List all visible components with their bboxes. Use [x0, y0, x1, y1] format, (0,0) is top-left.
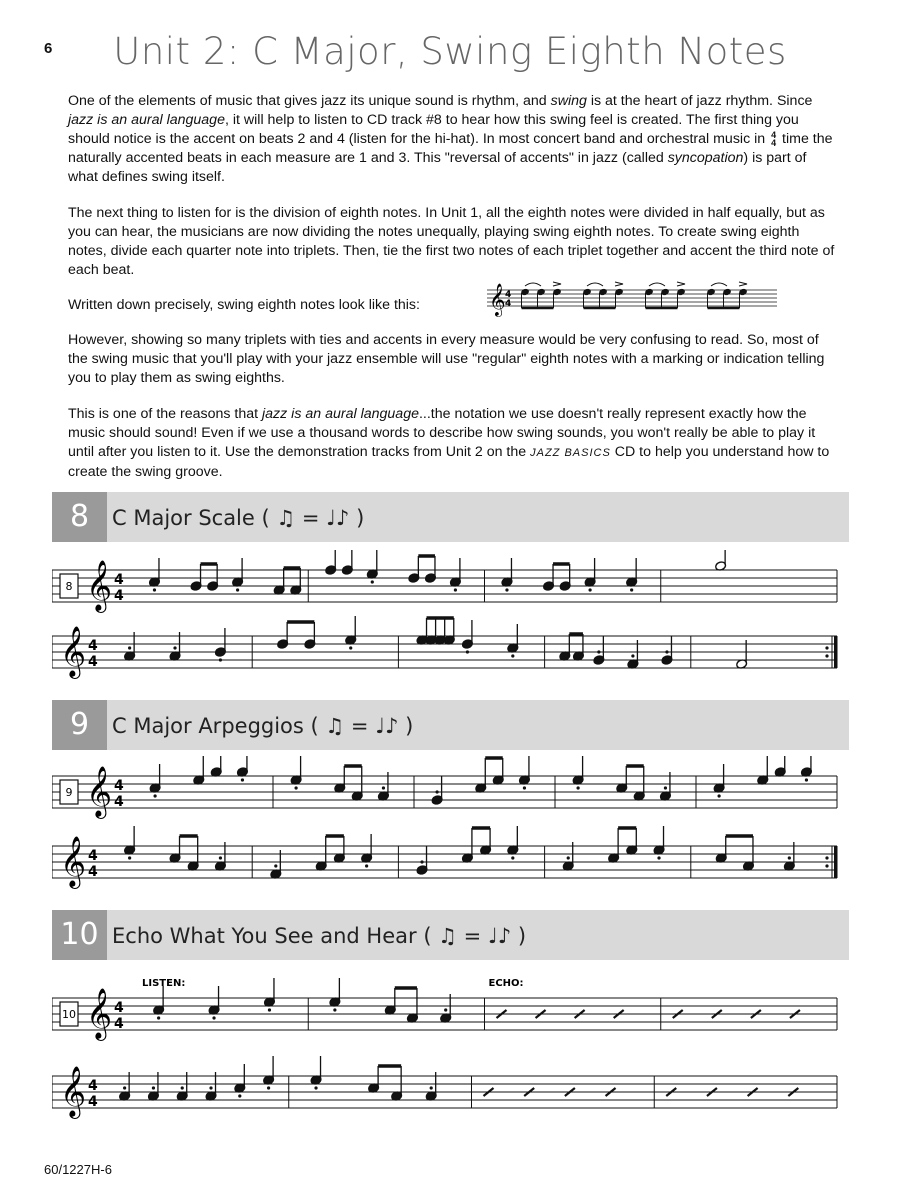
time-signature-top: 4 — [114, 572, 124, 588]
staccato-dot — [238, 1094, 241, 1097]
staccato-dot — [212, 1016, 215, 1019]
text-run: ) is part of what defines swing itself. — [68, 150, 807, 185]
time-signature-bottom: 4 — [88, 654, 98, 670]
exercise-title — [112, 924, 526, 948]
staccato-dot — [657, 856, 660, 859]
staccato-dot — [718, 794, 721, 797]
time-signature-bottom: 4 — [114, 1016, 124, 1032]
staccato-dot — [314, 1086, 317, 1089]
exercise-number: 10 — [52, 910, 107, 960]
text-run: time the naturally accented beats in each measure are 1 and 3. This "reversal of accents" in jazz (called — [68, 131, 833, 166]
staccato-dot — [630, 588, 633, 591]
treble-clef-icon: 𝄞 — [86, 766, 113, 817]
exercise-title-text: C Major Arpeggios — [112, 714, 304, 738]
text-run: is at the heart of jazz rhythm. Since — [586, 93, 813, 109]
text-run-logo: JAZZ BASICS — [530, 447, 611, 459]
treble-clef-icon: 𝄞 — [86, 988, 113, 1039]
exercise-8-staff-2 — [52, 616, 849, 686]
exercise-9-staff-1 — [52, 756, 849, 826]
staccato-dot — [436, 790, 439, 793]
staccato-dot — [209, 1086, 212, 1089]
staccato-dot — [466, 650, 469, 653]
tie — [649, 283, 665, 286]
staccato-dot — [382, 786, 385, 789]
measure — [149, 756, 248, 798]
time-signature-bottom: 4 — [88, 1094, 98, 1110]
measure — [713, 756, 812, 798]
staccato-dot — [511, 654, 514, 657]
measure — [148, 558, 301, 595]
intro-text — [68, 92, 840, 297]
time-signature-bottom: 4 — [114, 794, 124, 810]
page-title: Unit 2: C Major, Swing Eighth Notes — [113, 30, 787, 73]
staccato-dot — [505, 588, 508, 591]
repeat-dot — [825, 646, 828, 649]
accent-mark — [739, 282, 747, 286]
staccato-dot — [371, 580, 374, 583]
intro-text-2 — [68, 331, 840, 499]
text-run-italic: swing — [550, 93, 587, 109]
staccato-dot — [588, 588, 591, 591]
exercise-9-staff-2 — [52, 826, 849, 896]
exercise-label: 8 — [65, 580, 73, 593]
staccato-dot — [454, 588, 457, 591]
footer-code: 60/1227H-6 — [44, 1162, 112, 1177]
measure — [715, 550, 727, 571]
measure — [329, 978, 452, 1023]
exercise-label: 9 — [65, 786, 73, 799]
staccato-dot — [430, 1086, 433, 1089]
staccato-dot — [241, 778, 244, 781]
staccato-dot — [154, 794, 157, 797]
text-run: This is one of the reasons that — [68, 406, 263, 422]
page-number: 6 — [44, 40, 53, 57]
staccato-dot — [511, 856, 514, 859]
staccato-dot — [153, 588, 156, 591]
treble-clef-icon: 𝄞 — [60, 626, 87, 677]
text-run-italic: jazz is an aural language — [68, 112, 225, 128]
measure — [270, 834, 373, 879]
staccato-dot — [444, 1008, 447, 1011]
staccato-dot — [788, 856, 791, 859]
exercise-10-staff-2 — [52, 1056, 849, 1126]
time-signature-top: 4 — [114, 778, 124, 794]
staccato-dot — [420, 860, 423, 863]
time-signature-bottom: 4 — [114, 588, 124, 604]
exercise-title-text: Echo What You See and Hear — [112, 924, 417, 948]
treble-clef-icon: 𝄞 — [60, 836, 87, 887]
measure — [310, 1056, 437, 1101]
staccato-dot — [597, 650, 600, 653]
listen-label: LISTEN: — [142, 978, 186, 989]
repeat-dot — [825, 864, 828, 867]
time-signature-top: 4 — [114, 1000, 124, 1016]
time-sig-bottom: 4 — [771, 138, 777, 149]
staccato-dot — [523, 786, 526, 789]
intro-paragraph-1 — [68, 92, 840, 187]
staccato-dot — [267, 1086, 270, 1089]
time-signature-bottom: 4 — [88, 864, 98, 880]
staccato-dot — [274, 864, 277, 867]
repeat-dot — [825, 856, 828, 859]
exercise-title-text: C Major Scale — [112, 506, 255, 530]
exercise-8-staff-1 — [52, 550, 849, 620]
tie — [711, 283, 727, 286]
tie — [587, 283, 603, 286]
staccato-dot — [349, 646, 352, 649]
measure — [431, 756, 530, 805]
exercise-title — [112, 714, 413, 738]
text-run-italic: jazz is an aural language — [262, 406, 419, 422]
intro-paragraph-3: However, showing so many triplets with ties and accents in every measure would be very confusing to read. So, most of the swing music that you'll play with your jazz ensemble will use "regular" eighth notes with a marking or indication telling you to play them as swing eighths. — [68, 332, 825, 386]
measure — [501, 558, 638, 592]
exercise-number: 9 — [52, 700, 107, 750]
measure — [277, 616, 357, 650]
exercise-number: 8 — [52, 492, 107, 542]
staccato-dot — [219, 856, 222, 859]
exercise-8-banner — [52, 492, 849, 542]
intro-paragraph-2: The next thing to listen for is the division of eighth notes. In Unit 1, all the eighth notes were divided in half equally, but as you can hear, the musicians are now dividing the notes unequally, playing swing eighth notes. To create swing eighth notes, divide each quarter note into triplets. Then, tie the first two notes of each triplet together and accent the third note of each beat. — [68, 205, 835, 278]
swing-marking: ( ♫ = ♩♪ ) — [423, 924, 527, 948]
time-signature-top: 4 — [88, 1078, 98, 1094]
time-sig-top: 4 — [771, 130, 777, 141]
staccato-dot — [219, 658, 222, 661]
swing-eighths-caption: Written down precisely, swing eighth notes look like this: — [68, 297, 420, 313]
accent-mark — [615, 282, 623, 286]
measure — [124, 628, 227, 662]
measure — [562, 826, 665, 871]
accent-mark — [677, 282, 685, 286]
exercise-label: 10 — [62, 1008, 76, 1021]
text-run-italic: syncopation — [667, 150, 744, 166]
final-bar-line — [834, 636, 837, 668]
swing-marking: ( ♫ = ♩♪ ) — [310, 714, 414, 738]
staccato-dot — [236, 588, 239, 591]
staccato-dot — [333, 1008, 336, 1011]
intro-paragraph-4 — [68, 405, 840, 482]
text-run: , it will help to listen to CD track #8 to hear how this swing feel is created. The first thing you should notice is the accent on beats 2 and 4 (listen for the hi-hat). In most concert band and orchestral music in — [68, 112, 799, 147]
measure — [124, 826, 227, 871]
staccato-dot — [123, 1086, 126, 1089]
text-run: CD to help you understand how to create the swing groove. — [68, 444, 830, 480]
staccato-dot — [805, 778, 808, 781]
staccato-dot — [128, 856, 131, 859]
final-bar-line — [834, 846, 837, 878]
staccato-dot — [664, 786, 667, 789]
exercise-10-banner — [52, 910, 849, 960]
staccato-dot — [128, 646, 131, 649]
staccato-dot — [173, 646, 176, 649]
staccato-dot — [577, 786, 580, 789]
exercise-title — [112, 506, 364, 530]
swing-eighths-figure — [487, 278, 777, 318]
treble-clef-icon: 𝄞 — [60, 1066, 87, 1117]
accent-mark — [553, 282, 561, 286]
staccato-dot — [152, 1086, 155, 1089]
repeat-dot — [825, 654, 828, 657]
time-signature — [771, 131, 776, 147]
svg-text:4: 4 — [505, 299, 512, 309]
svg-text:4: 4 — [505, 290, 512, 300]
text-run: ...the notation we use doesn't really represent exactly how the music should sound! Even if we use a thousand words to describe how swing sounds, you won't really be able to play it until after you listen to it. Use the demonstration tracks from Unit 2 on the — [68, 406, 816, 460]
treble-clef-icon: 𝄞 — [489, 283, 506, 316]
staccato-dot — [665, 650, 668, 653]
measure — [572, 756, 671, 801]
exercise-9-banner — [52, 700, 849, 750]
staccato-dot — [157, 1016, 160, 1019]
staccato-dot — [631, 654, 634, 657]
measure — [119, 1056, 275, 1101]
echo-label: ECHO: — [488, 978, 524, 989]
staccato-dot — [268, 1008, 271, 1011]
time-signature-top: 4 — [88, 848, 98, 864]
text-run: One of the elements of music that gives jazz its unique sound is rhythm, and — [68, 93, 551, 109]
swing-marking: ( ♫ = ♩♪ ) — [261, 506, 365, 530]
measure — [416, 826, 519, 875]
tie — [525, 283, 541, 286]
treble-clef-icon: 𝄞 — [86, 560, 113, 611]
staccato-dot — [181, 1086, 184, 1089]
staccato-dot — [567, 856, 570, 859]
exercise-10-staff-1 — [52, 978, 849, 1048]
measure — [325, 550, 462, 592]
staccato-dot — [295, 786, 298, 789]
measure — [290, 756, 389, 801]
staccato-dot — [365, 864, 368, 867]
time-signature-top: 4 — [88, 638, 98, 654]
